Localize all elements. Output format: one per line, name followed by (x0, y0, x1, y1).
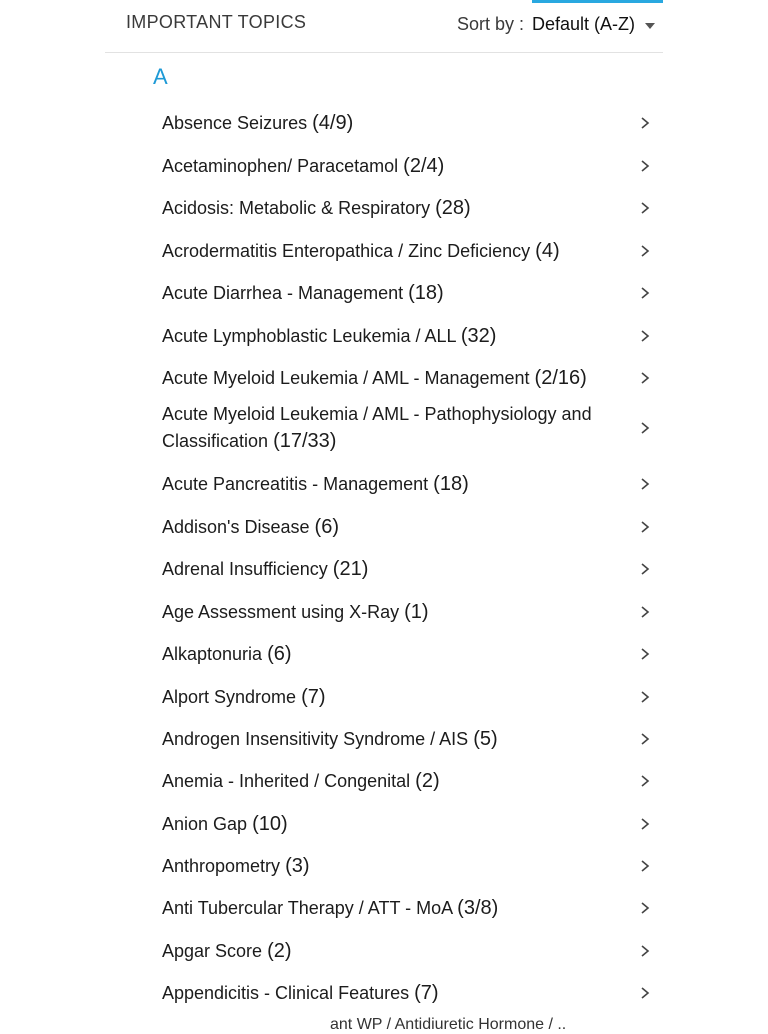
topic-name: Anion Gap (162, 813, 248, 834)
topic-row[interactable] (162, 938, 652, 965)
topic-name: Age Assessment using X-Ray (162, 601, 400, 622)
chevron-right-icon (640, 202, 650, 212)
topic-label (162, 401, 630, 455)
topic-label (162, 726, 630, 753)
topic-label (162, 323, 630, 350)
topic-label (162, 556, 630, 583)
chevron-right-icon (640, 691, 650, 701)
topic-name: Androgen Insensitivity Syndrome / AIS (162, 728, 469, 749)
topic-name: Acidosis: Metabolic & Respiratory (162, 197, 431, 218)
topic-count: (5) (473, 727, 498, 750)
topic-row[interactable] (162, 641, 652, 668)
topic-count: (6) (267, 642, 292, 665)
topic-row[interactable] (162, 895, 652, 922)
chevron-right-icon (640, 733, 650, 743)
topic-name: Acute Diarrhea - Management (162, 282, 404, 303)
topic-count: (2/16) (534, 366, 587, 389)
topic-row[interactable] (162, 768, 652, 795)
section-letter: A (153, 64, 168, 89)
topic-count: (21) (332, 557, 369, 580)
topic-name: Acute Myeloid Leukemia / AML - Pathophysiology and Classification (162, 404, 592, 451)
topic-label (162, 641, 630, 668)
topic-count: (7) (414, 981, 439, 1004)
topic-row[interactable] (162, 365, 652, 392)
topic-name: Absence Seizures (162, 112, 308, 133)
chevron-right-icon (640, 330, 650, 340)
topic-name: Anti Tubercular Therapy / ATT - MoA (162, 897, 453, 918)
chevron-right-icon (640, 775, 650, 785)
sort-label: Sort by : (456, 14, 524, 34)
partial-list-item: ant WP / Antidiuretic Hormone / .. (330, 1016, 567, 1033)
chevron-right-icon (640, 160, 650, 170)
topic-name: Acetaminophen/ Paracetamol (162, 155, 399, 176)
topic-count: (18) (408, 281, 444, 304)
chevron-right-icon (640, 860, 650, 870)
topic-row[interactable] (162, 811, 652, 838)
topic-count: (2/4) (403, 154, 445, 177)
topic-name: Anthropometry (162, 855, 281, 876)
topic-row[interactable] (162, 195, 652, 222)
topic-row[interactable] (162, 280, 652, 307)
chevron-right-icon (640, 818, 650, 828)
topic-name: Acrodermatitis Enteropathica / Zinc Deficiency (162, 240, 531, 261)
topic-row[interactable] (162, 514, 652, 541)
topic-name: Acute Pancreatitis - Management (162, 473, 429, 494)
topic-label (162, 195, 630, 222)
topic-name: Acute Lymphoblastic Leukemia / ALL (162, 325, 456, 346)
topic-label (162, 980, 630, 1007)
topic-count: (7) (301, 685, 326, 708)
chevron-right-icon (640, 606, 650, 616)
topic-name: Alkaptonuria (162, 643, 263, 664)
topic-count: (4) (535, 239, 560, 262)
chevron-right-icon (640, 945, 650, 955)
topic-row[interactable] (162, 980, 652, 1007)
chevron-right-icon (640, 902, 650, 912)
chevron-right-icon (640, 245, 650, 255)
topic-name: Acute Myeloid Leukemia / AML - Management (162, 367, 530, 388)
topic-label (162, 238, 630, 265)
topic-label (162, 365, 630, 392)
topic-row[interactable] (162, 556, 652, 583)
topic-count: (18) (433, 472, 469, 495)
topic-count: (3/8) (457, 896, 499, 919)
topic-count: (4/9) (312, 111, 354, 134)
topic-row[interactable] (162, 726, 652, 753)
topic-count: (32) (460, 324, 497, 347)
topic-count: (1) (404, 600, 429, 623)
topic-count: (2) (267, 939, 292, 962)
topic-label (162, 853, 630, 880)
topic-name: Alport Syndrome (162, 686, 297, 707)
topic-label (162, 811, 630, 838)
chevron-right-icon (640, 987, 650, 997)
topic-count: (2) (415, 769, 440, 792)
chevron-right-icon (640, 521, 650, 531)
sort-value: Default (A-Z) (531, 14, 635, 34)
topic-label (162, 938, 630, 965)
topic-name: Addison's Disease (162, 516, 310, 537)
topic-label (162, 895, 630, 922)
chevron-right-icon (640, 117, 650, 127)
sort-dropdown[interactable] (457, 14, 655, 35)
list-header (105, 0, 663, 53)
topic-count: (10) (252, 812, 288, 835)
topic-row[interactable] (162, 238, 652, 265)
topic-row[interactable] (162, 684, 652, 711)
topic-name: Apgar Score (162, 940, 263, 961)
topic-row[interactable] (162, 323, 652, 350)
topic-row[interactable] (162, 110, 652, 137)
topic-label (162, 684, 630, 711)
topic-row[interactable] (162, 853, 652, 880)
topic-label (162, 471, 630, 498)
topic-count: (6) (314, 515, 339, 538)
chevron-right-icon (640, 287, 650, 297)
topic-label (162, 514, 630, 541)
topic-row[interactable] (162, 153, 652, 180)
topic-count: (17/33) (273, 430, 337, 452)
topic-count: (28) (435, 196, 471, 219)
chevron-right-icon (640, 422, 650, 432)
chevron-right-icon (640, 372, 650, 382)
chevron-right-icon (640, 648, 650, 658)
topic-row[interactable] (162, 401, 652, 455)
topic-row[interactable] (162, 471, 652, 498)
topic-label (162, 599, 630, 626)
topic-name: Appendicitis - Clinical Features (162, 982, 410, 1003)
chevron-right-icon (640, 478, 650, 488)
topic-row[interactable] (162, 599, 652, 626)
topic-count: (3) (285, 854, 310, 877)
page-title: IMPORTANT TOPICS (126, 12, 307, 32)
topic-label (162, 110, 630, 137)
topic-name: Anemia - Inherited / Congenital (162, 770, 411, 791)
topic-label (162, 153, 630, 180)
topic-label (162, 280, 630, 307)
topic-label (162, 768, 630, 795)
chevron-right-icon (640, 563, 650, 573)
topic-name: Adrenal Insufficiency (162, 558, 328, 579)
caret-down-icon (645, 23, 655, 29)
